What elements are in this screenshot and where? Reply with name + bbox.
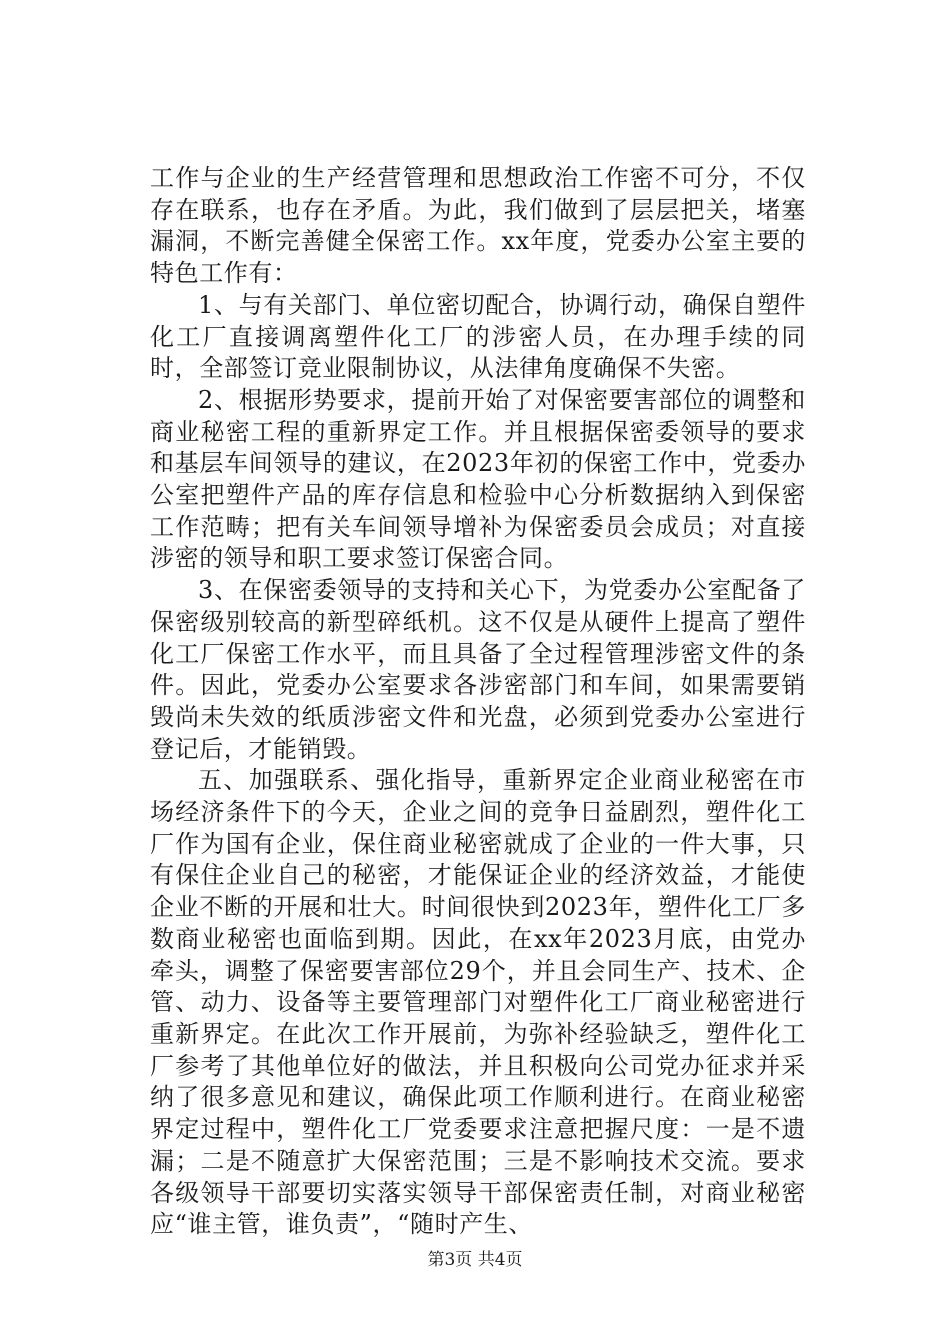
paragraph-item-3: 3、在保密委领导的支持和关心下，为党委办公室配备了保密级别较高的新型碎纸机。这不仅是从硬件上提高了塑件化工厂保密工作水平，而且具备了全过程管理涉密文件的条件。因此，党委办公室要求各涉密部门和车间，如果需要销毁尚未失效的纸质涉密文件和光盘，必须到党委办公室进行登记后，才能销毁。 [150, 576, 806, 763]
paragraph-intro-continuation: 工作与企业的生产经营管理和思想政治工作密不可分，不仅存在联系，也存在矛盾。为此，我们做到了层层把关，堵塞漏洞，不断完善健全保密工作。xx年度，党委办公室主要的特色工作有： [150, 164, 806, 288]
paragraph-item-1: 1、与有关部门、单位密切配合，协调行动，确保自塑件化工厂直接调离塑件化工厂的涉密人员，在办理手续的同时，全部签订竞业限制协议，从法律角度确保不失密。 [150, 290, 806, 383]
document-body [150, 163, 806, 1241]
page-footer: 第3页 共4页 [427, 1250, 523, 1270]
paragraph-section-5: 五、加强联系、强化指导，重新界定企业商业秘密在市场经济条件下的今天，企业之间的竞争日益剧烈，塑件化工厂作为国有企业，保住商业秘密就成了企业的一件大事，只有保住企业自己的秘密，才能保证企业的经济效益，才能使企业不断的开展和壮大。时间很快到2023年，塑件化工厂多数商业秘密也面临到期。因此，在xx年2023月底，由党办牵头，调整了保密要害部位29个，并且会同生产、技术、企管、动力、设备等主要管理部门对塑件化工厂商业秘密进行重新界定。在此次工作开展前，为弥补经验缺乏，塑件化工厂参考了其他单位好的做法，并且积极向公司党办征求并采纳了很多意见和建议，确保此项工作顺利进行。在商业秘密界定过程中，塑件化工厂党委要求注意把握尺度：一是不遗漏；二是不随意扩大保密范围；三是不影响技术交流。要求各级领导干部要切实落实领导干部保密责任制，对商业秘密应“谁主管，谁负责”，“随时产生、 [150, 766, 806, 1239]
paragraph-item-2: 2、根据形势要求，提前开始了对保密要害部位的调整和商业秘密工程的重新界定工作。并且根据保密委领导的要求和基层车间领导的建议，在2023年初的保密工作中，党委办公室把塑件产品的库存信息和检验中心分析数据纳入到保密工作范畴；把有关车间领导增补为保密委员会成员；对直接涉密的领导和职工要求签订保密合同。 [150, 385, 806, 573]
